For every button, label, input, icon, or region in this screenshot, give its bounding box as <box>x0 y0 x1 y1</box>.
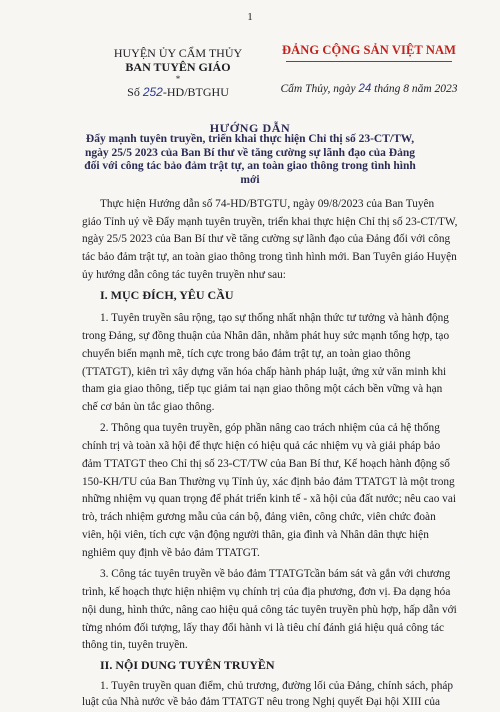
issuer-block <box>88 46 268 99</box>
intro-line: ủy hướng dẫn công tác tuyên truyền như sau: <box>82 269 286 281</box>
issuer-parent-org: HUYỆN ỦY CẨM THỦY <box>113 46 243 60</box>
paragraph-line: chính trị và toàn xã hội để thực hiện có hiệu quả các nhiệm vụ và giải pháp bảo <box>82 440 441 452</box>
date-suffix: tháng 8 năm 2023 <box>374 83 458 95</box>
paragraph-line: 150-KH/TU của Ban Thường vụ Tỉnh ủy, xác định bảo đảm TTATGT là một trong <box>82 476 455 488</box>
paragraph-line: viên, hội viên, tích cực vận động người thân, gia đình và Nhân dân thực hiện <box>82 529 429 541</box>
date-prefix: Cẩm Thủy, ngày <box>280 83 356 95</box>
paragraph-line: 1. Tuyên truyền quan điểm, chủ trương, đường lối của Đảng, chính sách, pháp <box>100 680 453 692</box>
party-name: ĐẢNG CỘNG SẢN VIỆT NAM <box>282 43 456 57</box>
paragraph-line: 3. Công tác tuyên truyền về bảo đảm TTATGTcần bám sát và gắn với chương <box>100 568 451 580</box>
intro-line: ngày 25/5 2023 của Ban Bí thư về tăng cường sự lãnh đạo của Đảng đối với công <box>82 233 451 245</box>
paragraph-line: nội dung, hình thức, nâng cao hiệu quả công tác tuyên truyền phù hợp, hấp dẫn với <box>82 604 457 616</box>
document-number-handwritten: 252 <box>142 85 163 99</box>
intro-line: Thực hiện Hướng dẫn số 74-HD/BTGTU, ngày 09/8/2023 của Ban Tuyên <box>100 198 435 210</box>
paragraph-line: nghiêm quy định về bảo đảm TTATGT. <box>82 547 260 559</box>
document-number-suffix: -HD/BTGHU <box>162 85 229 99</box>
party-underline <box>286 61 452 62</box>
paragraph-line: đảm TTATGT theo Chỉ thị số 23-CT/TW của Ban Bí thư, Kế hoạch hành động số <box>82 458 450 470</box>
paragraph-line: 1. Tuyên truyền sâu rộng, tạo sự thống nhất nhận thức tư tưởng và hành động <box>100 312 449 324</box>
intro-line: giáo Tỉnh uỷ về Đẩy mạnh tuyên truyền, triển khai thực hiện Chỉ thị số 23-CT/TW, <box>82 216 458 228</box>
paragraph-line: trình, kế hoạch thực hiện nhiệm vụ chính trị của địa phương, đơn vị. Đa dạng hóa <box>82 586 451 598</box>
section-heading-2: II. NỘI DUNG TUYÊN TRUYỀN <box>100 658 275 672</box>
paragraph-line: chế cơ bản ùn tắc giao thông. <box>82 401 215 413</box>
document-number-prefix: Số <box>127 85 140 99</box>
issuer-star: * <box>175 74 181 84</box>
party-header <box>266 43 472 62</box>
document-subtitle: Đẩy mạnh tuyên truyền, triển khai thực hiện Chỉ thị số 23-CT/TW, ngày 25/5 2023 của Ban Bí thư về tăng cường sự lãnh đạo của Đảng đối với công tác bảo đảm trật tự, an toàn giao thông trong tình hình mới <box>84 133 416 186</box>
date-handwritten-day: 24 <box>358 83 372 95</box>
paragraph-line: tham gia giao thông, tiếp tục giảm tai nạn giao thông một cách bền vững và hạn <box>82 383 443 395</box>
intro-line: tác bảo đảm trật tự, an toàn giao thông trong tình hình mới. Ban Tuyên giáo Huyện <box>82 251 457 263</box>
document-title: HƯỚNG DẪN <box>209 121 291 135</box>
document-date <box>266 83 472 95</box>
paragraph-line: từng nhóm đối tượng, lấy thay đổi hành vi là tiêu chí đánh giá hiệu quả công tác <box>82 622 445 634</box>
paragraph-line: 2. Thông qua tuyên truyền, góp phần nâng cao trách nhiệm của cả hệ thống <box>100 422 440 434</box>
section-heading-1: I. MỤC ĐÍCH, YÊU CẦU <box>100 288 234 302</box>
paragraph-line: chuyển biến mạnh mẽ, tích cực trong bảo đảm trật tự, an toàn giao thông <box>82 348 411 360</box>
paragraph-line: những nhiệm vụ quan trọng để phát triển kinh tế - xã hội của đất nước; nêu cao vai <box>82 493 456 505</box>
paragraph-line: luật của Nhà nước về bảo đảm TTATGT nêu trong Nghị quyết Đại hội XIII của <box>82 696 441 708</box>
paragraph-line: thông tin, tuyên truyền. <box>82 639 188 651</box>
paragraph-line: trò, trách nhiệm gương mẫu của cán bộ, đảng viên, công chức, viên chức đoàn <box>82 511 436 523</box>
paragraph-line: trong Đảng, sự đồng thuận của Nhân dân, nhằm phát huy sức mạnh tổng hợp, tạo <box>82 330 450 342</box>
paragraph-line: (TTATGT), kiên trì xây dựng văn hóa chấp hành pháp luật, ứng xử văn minh khi <box>82 366 447 378</box>
page-number: 1 <box>247 11 253 23</box>
issuer-org: BAN TUYÊN GIÁO <box>125 60 231 74</box>
document-number <box>88 85 268 99</box>
